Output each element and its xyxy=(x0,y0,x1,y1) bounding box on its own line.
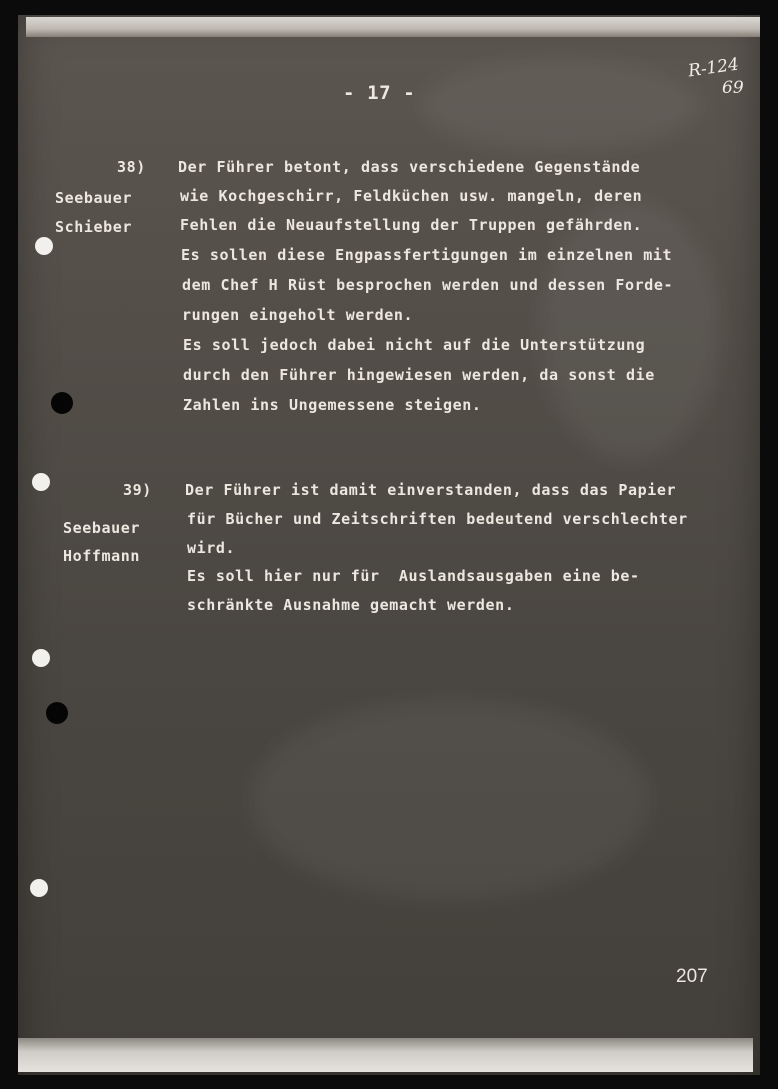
page-number: - 17 - xyxy=(343,82,416,104)
punch-hole xyxy=(32,649,50,667)
item-name: Schieber xyxy=(55,218,133,236)
item-name: Hoffmann xyxy=(63,547,141,565)
item-number: 38) xyxy=(117,158,146,176)
sheet-stain xyxy=(540,200,720,460)
archive-mark: R-124 xyxy=(686,54,741,82)
item-name: Seebauer xyxy=(55,189,133,207)
punch-hole xyxy=(46,702,68,724)
sheet-stain xyxy=(250,700,650,900)
item-line: für Bücher und Zeitschriften bedeutend verschlechter xyxy=(187,510,688,528)
folio-number: 207 xyxy=(676,966,708,987)
punch-hole xyxy=(35,237,53,255)
item-line: dem Chef H Rüst besprochen werden und dessen Forde- xyxy=(182,276,674,294)
archive-mark-sub: 69 xyxy=(722,78,744,98)
item-line: Der Führer betont, dass verschiedene Gegenstände xyxy=(178,158,641,176)
punch-hole xyxy=(32,473,50,491)
item-line: Es soll hier nur für Auslandsausgaben eine be- xyxy=(187,567,640,585)
item-number: 39) xyxy=(123,481,152,499)
item-line: durch den Führer hingewiesen werden, da sonst die xyxy=(183,366,655,384)
punch-hole xyxy=(30,879,48,897)
sheet-stain xyxy=(420,60,700,150)
item-line: schränkte Ausnahme gemacht werden. xyxy=(187,596,515,614)
item-line: Es sollen diese Engpassfertigungen im einzelnen mit xyxy=(181,246,673,264)
item-line: rungen eingeholt werden. xyxy=(182,306,414,324)
item-line: Zahlen ins Ungemessene steigen. xyxy=(183,396,482,414)
item-name: Seebauer xyxy=(63,519,141,537)
bottom-edge-strip xyxy=(18,1038,753,1072)
item-line: Der Führer ist damit einverstanden, dass das Papier xyxy=(185,481,677,499)
top-edge-strip xyxy=(26,17,760,37)
punch-hole xyxy=(51,392,73,414)
item-line: wie Kochgeschirr, Feldküchen usw. mangeln, deren xyxy=(180,187,643,205)
item-line: wird. xyxy=(187,539,236,557)
item-line: Fehlen die Neuaufstellung der Truppen gefährden. xyxy=(180,216,643,234)
item-line: Es soll jedoch dabei nicht auf die Unterstützung xyxy=(183,336,646,354)
